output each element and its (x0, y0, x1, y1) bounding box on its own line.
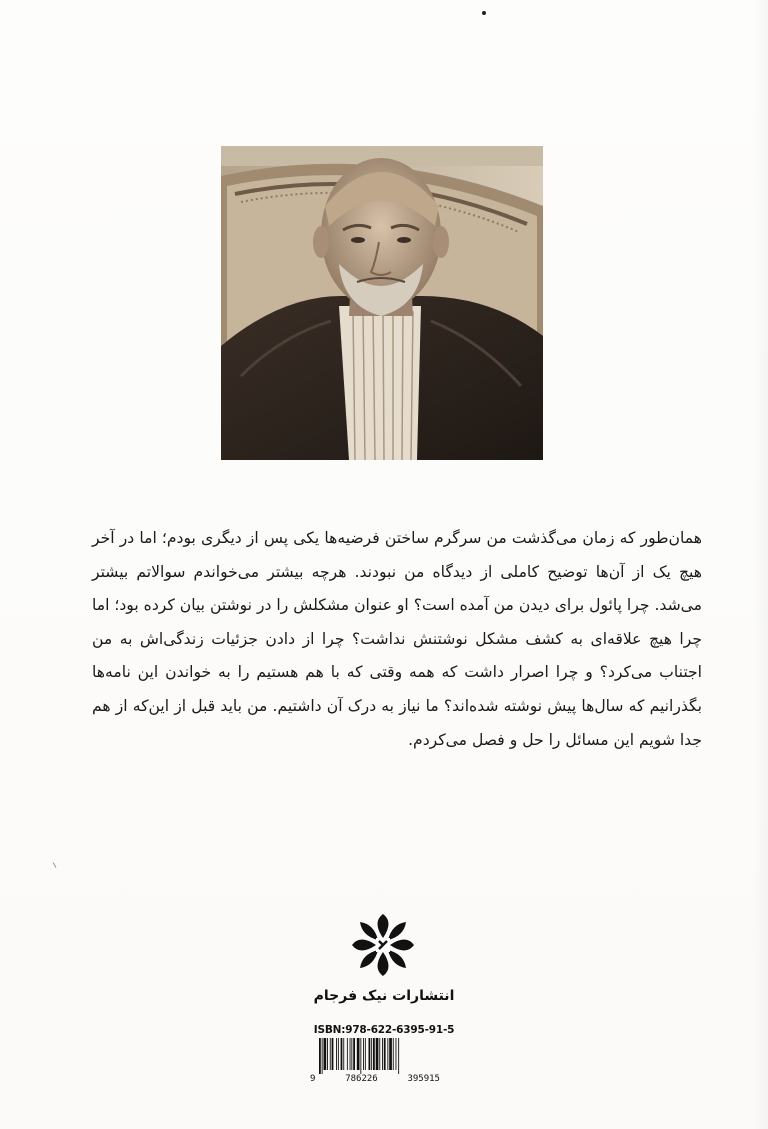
barcode-bar (387, 1038, 388, 1070)
barcode-bar (322, 1038, 323, 1074)
barcode-bar (341, 1038, 343, 1070)
barcode-right-group: 395915 (407, 1074, 440, 1084)
barcode-prefix: 9 (310, 1074, 316, 1084)
barcode-bar (382, 1038, 383, 1070)
isbn-barcode (318, 1038, 432, 1074)
barcode-bar (363, 1038, 364, 1070)
barcode-bar (389, 1038, 392, 1070)
barcode-bar (343, 1038, 344, 1070)
barcode-bar (369, 1038, 371, 1070)
barcode-bar (336, 1038, 337, 1070)
barcode-bar (371, 1038, 372, 1070)
paper-speck (53, 862, 57, 868)
barcode-bar (384, 1038, 386, 1070)
barcode-bar (398, 1038, 399, 1074)
isbn-label: ISBN:978-622-6395-91-5 (313, 1024, 455, 1036)
barcode-bar (338, 1038, 339, 1070)
barcode-bar (396, 1038, 397, 1070)
barcode-left-group: 786226 (345, 1074, 378, 1084)
barcode-bar (365, 1038, 366, 1070)
page-edge-shadow (754, 0, 768, 1129)
barcode-bar (376, 1038, 379, 1070)
print-dot (482, 11, 486, 15)
barcode-digits (310, 1074, 440, 1084)
nik-farjam-flower-logo-icon (350, 912, 416, 978)
barcode-bar (379, 1038, 380, 1070)
barcode-bar (373, 1038, 375, 1070)
barcode-bar (332, 1038, 334, 1070)
barcode-bar (350, 1038, 351, 1070)
publisher-logo-block (300, 912, 468, 1012)
publisher-name: انتشارات نیک فرجام (313, 988, 455, 1004)
barcode-bar (347, 1038, 348, 1070)
blurb-paragraph: همان‌طور که زمان می‌گذشت من سرگرم ساختن فرضیه‌ها یکی پس از دیگری بودم؛ اما در آخر هیچ یک از آن‌ها توضیح کاملی از دیدگاه من نبودند. هرچه بیشتر می‌خواندم سوالاتم بیشتر می‌شد. چرا پائول برای دیدن من آمده است؟ او عنوان مشکلش را در نوشتن بیان کرده بود؛ اما چرا هیچ علاقه‌ای به کشف مشکل نوشتنش نداشت؟ چرا از دادن جزئیات زندگی‌اش به من اجتناب می‌کرد؟ و چرا اصرار داشت که همه وقتی که با هم هستیم را به خواندن این نامه‌ها بگذرانیم که سال‌ها پیش نوشته شده‌اند؟ ما نیاز به درک آن داشتیم. من باید قبل از این‌که از هم جدا شویم این مسائل را حل و فصل می‌کردم. (92, 529, 702, 749)
barcode-bar (360, 1038, 361, 1074)
barcode-bar (324, 1038, 327, 1070)
barcode-bar (330, 1038, 331, 1070)
barcode-bar (357, 1038, 360, 1070)
barcode-bar (351, 1038, 352, 1070)
barcode-bar (319, 1038, 321, 1074)
back-cover-blurb (92, 522, 702, 757)
barcode-bar (327, 1038, 328, 1070)
barcode-bar (393, 1038, 394, 1070)
author-photo (221, 146, 543, 460)
barcode-bar (353, 1038, 355, 1070)
